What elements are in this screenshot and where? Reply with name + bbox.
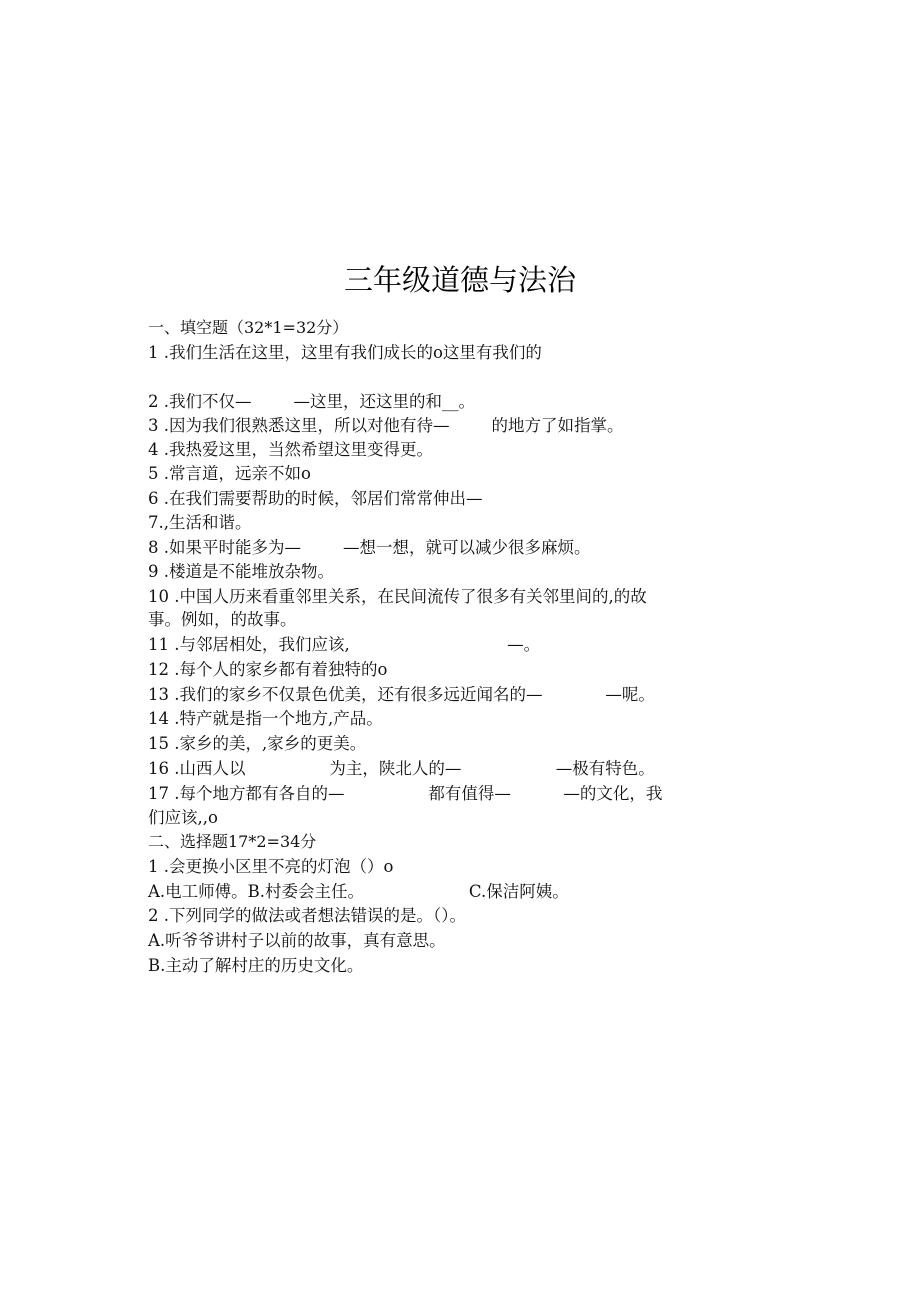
section-heading-choice: 二、选择题17*2=34分	[148, 832, 317, 851]
choice-question: 1 .会更换小区里不亮的灯泡（）o	[148, 857, 394, 876]
question-line: 17 .每个地方都有各自的— 都有值得— —的文化，我	[148, 784, 663, 803]
question-line: 13 .我们的家乡不仅景色优美，还有很多远近闻名的— —呢。	[148, 685, 655, 704]
section-heading-fill-blank: 一、填空题（32*1=32分）	[148, 318, 349, 337]
question-line-continued: 事。例如，的故事。	[148, 610, 297, 629]
choice-option: A.听爷爷讲村子以前的故事，真有意思。	[148, 931, 446, 950]
choice-options: A.电工师傅。B.村委会主任。 C.保洁阿姨。	[148, 882, 569, 901]
question-line: 11 .与邻居相处，我们应该, —。	[148, 635, 541, 654]
question-line: 15 .家乡的美，,家乡的更美。	[148, 734, 367, 753]
question-line: 2 .我们不仅— —这里，还这里的和__。	[148, 392, 475, 411]
question-line: 3 .因为我们很熟悉这里，所以对他有待— 的地方了如指掌。	[148, 416, 624, 435]
choice-option: B.主动了解村庄的历史文化。	[148, 956, 364, 975]
question-line: 1 .我们生活在这里，这里有我们成长的o这里有我们的	[148, 343, 542, 362]
question-line: 9 .楼道是不能堆放杂物。	[148, 562, 334, 581]
question-line: 8 .如果平时能多为— —想一想，就可以减少很多麻烦。	[148, 538, 591, 557]
question-line: 16 .山西人以 为主，陕北人的— —极有特色。	[148, 759, 655, 778]
question-line-continued: 们应该,,o	[148, 808, 218, 827]
question-line: 10 .中国人历来看重邻里关系，在民间流传了很多有关邻里间的,的故	[148, 587, 647, 606]
choice-question: 2 .下列同学的做法或者想法错误的是。（）。	[148, 906, 466, 925]
question-line: 5 .常言道，远亲不如o	[148, 464, 311, 483]
question-line: 7.,生活和谐。	[148, 513, 252, 532]
question-line: 14 .特产就是指一个地方,产品。	[148, 709, 383, 728]
question-line: 6 .在我们需要帮助的时候，邻居们常常伸出—	[148, 489, 483, 508]
question-line: 4 .我热爱这里，当然希望这里变得更。	[148, 440, 433, 459]
question-line: 12 .每个人的家乡都有着独特的o	[148, 660, 388, 679]
document-title: 三年级道德与法治	[343, 263, 576, 297]
